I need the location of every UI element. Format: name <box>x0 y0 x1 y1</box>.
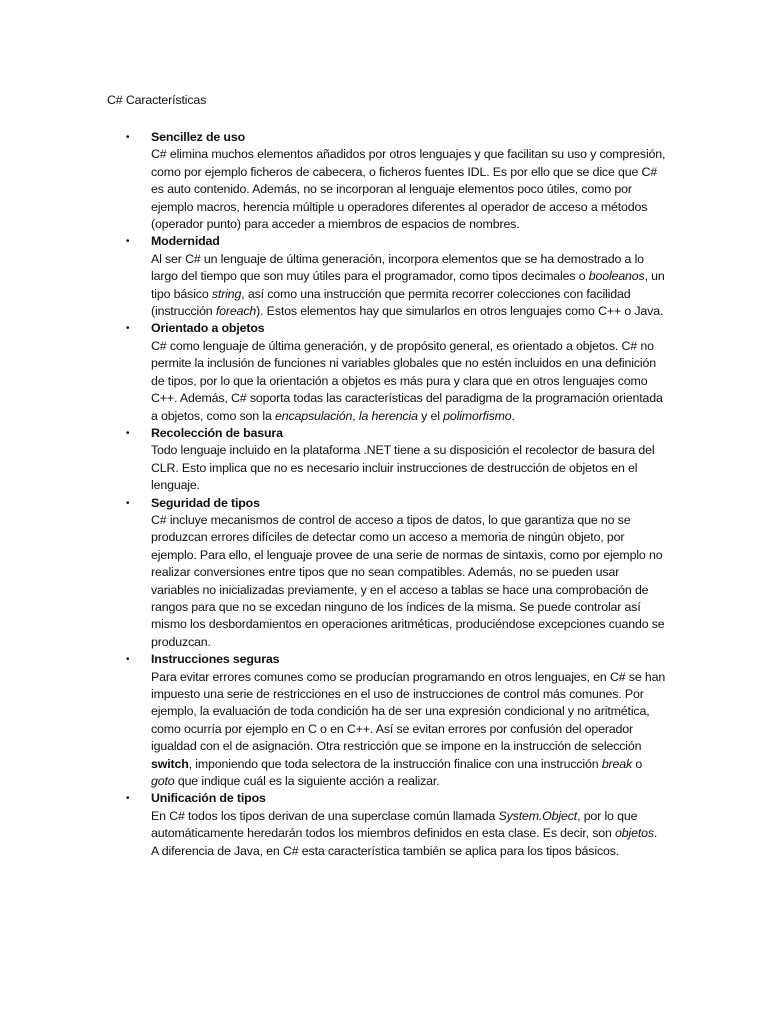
feature-item <box>107 651 667 790</box>
italic-term: polimorfismo <box>443 408 512 423</box>
text-segment: C# incluye mecanismos de control de acceso a tipos de datos, lo que garantiza que no se produzcan errores difíciles de detectar como un acceso a memoria de ningún objeto, por ejemplo. Para ello, el lenguaje provee de una serie de normas de sintaxis, como por ejemplo no realizar conversiones entre tipos que no sean compatibles. Además, no se pueden usar variables no inicializadas previamente, y en el acceso a tablas se hace una comprobación de rangos para que no se excedan ninguno de los índices de la misma. Se puede controlar así mismo los desbordamientos en operaciones aritméticas, produciéndose excepciones cuando se produzcan. <box>151 512 665 649</box>
text-segment: C# elimina muchos elementos añadidos por otros lenguajes y que facilitan su uso y compresión, como por ejemplo ficheros de cabecera, o ficheros fuentes IDL. Es por ello que se dice que C# es auto contenido. Además, no se incorporan al lenguaje elementos poco útiles, como por ejemplo macros, herencia múltiple u operadores diferentes al operador de acceso a métodos (operador punto) para acceder a miembros de espacios de nombres. <box>151 147 666 232</box>
text-segment: Al ser C# un lenguaje de última generación, incorpora elementos que se ha demostrado a lo largo del tiempo que son muy útiles para el programador, como tipos decimales o <box>151 251 644 284</box>
feature-item <box>107 425 667 495</box>
italic-term: string <box>211 286 242 301</box>
document-title: C# Características <box>107 93 207 107</box>
italic-term: booleanos <box>588 269 645 284</box>
bullet-icon: • <box>126 497 130 509</box>
feature-item <box>107 495 667 652</box>
bullet-icon: • <box>126 323 130 335</box>
feature-item <box>107 129 667 233</box>
feature-description <box>151 338 667 425</box>
text-segment: que indique cuál es la siguiente acción a realizar. <box>174 774 440 789</box>
feature-description <box>151 512 667 651</box>
bullet-icon: • <box>126 236 130 248</box>
feature-item <box>107 790 667 860</box>
italic-term: goto <box>151 774 175 789</box>
feature-description <box>151 251 667 321</box>
text-segment: , imponiendo que toda selectora de la instrucción finalice con una instrucción <box>188 756 602 771</box>
italic-term: break <box>601 756 633 771</box>
feature-list <box>107 129 667 860</box>
text-segment: , así como una instrucción que permita recorrer colecciones con facilidad (instrucción <box>151 286 631 319</box>
text-segment: . <box>511 408 515 423</box>
feature-heading: Recolección de basura <box>151 425 283 440</box>
feature-description <box>151 442 667 494</box>
italic-term: System.Object <box>498 808 578 823</box>
text-segment: Para evitar errores comunes como se producían programando en otros lenguajes, en C# se han impuesto una serie de restricciones en el uso de instrucciones de control más comunes. Por ejemplo, la evaluación de toda condición ha de ser una expresión condicional y no aritmética, como ocurría por ejemplo en C o en C++. Así se evitan errores por confusión del operador igualdad con el de asignación. Otra restricción que se impone en la instrucción de selección <box>151 669 666 754</box>
feature-heading: Modernidad <box>151 234 220 249</box>
text-segment: , un tipo básico <box>151 269 665 301</box>
text-segment: . A diferencia de Java, en C# esta característica también se aplica para los tipos básicos. <box>151 826 658 858</box>
bullet-icon: • <box>126 654 130 666</box>
feature-description <box>151 146 667 233</box>
italic-term: la herencia <box>358 408 418 423</box>
italic-term: encapsulación <box>274 408 353 423</box>
bullet-icon: • <box>126 427 130 439</box>
italic-term: foreach <box>215 304 257 319</box>
text-segment: Todo lenguaje incluido en la plataforma .NET tiene a su disposición el recolector de basura del CLR. Esto implica que no es necesario incluir instrucciones de destrucción de objetos en el lenguaje. <box>151 443 655 493</box>
text-segment: C# como lenguaje de última generación, y de propósito general, es orientado a objetos. C# no permite la inclusión de funciones ni variables globales que no estén incluidos en una definición de tipos, por lo que la orientación a objetos es más pura y clara que en otros lenguajes como C++. Además, C# soporta todas las características del paradigma de la programación orientada a objetos, como son la <box>151 338 663 423</box>
bullet-icon: • <box>126 132 130 143</box>
text-segment: , <box>352 408 359 423</box>
feature-description <box>151 808 667 860</box>
feature-heading: Seguridad de tipos <box>151 495 260 510</box>
bullet-icon: • <box>126 793 130 805</box>
bold-term: switch <box>151 756 189 771</box>
feature-heading: Unificación de tipos <box>151 791 266 806</box>
text-segment: , por lo que automáticamente heredarán todos los miembros definidos en esta clase. Es decir, son <box>151 808 638 841</box>
feature-description <box>151 669 667 791</box>
text-segment: o <box>632 756 643 771</box>
text-segment: En C# todos los tipos derivan de una superclase común llamada <box>151 808 499 823</box>
text-segment: ). Estos elementos hay que simularlos en otros lenguajes como C++ o Java. <box>256 304 664 319</box>
italic-term: objetos <box>615 826 654 841</box>
text-segment: y el <box>417 408 444 423</box>
feature-item <box>107 233 667 320</box>
feature-heading: Sencillez de uso <box>151 130 246 144</box>
feature-heading: Orientado a objetos <box>151 321 265 336</box>
feature-heading: Instrucciones seguras <box>151 652 280 667</box>
feature-item <box>107 320 667 424</box>
